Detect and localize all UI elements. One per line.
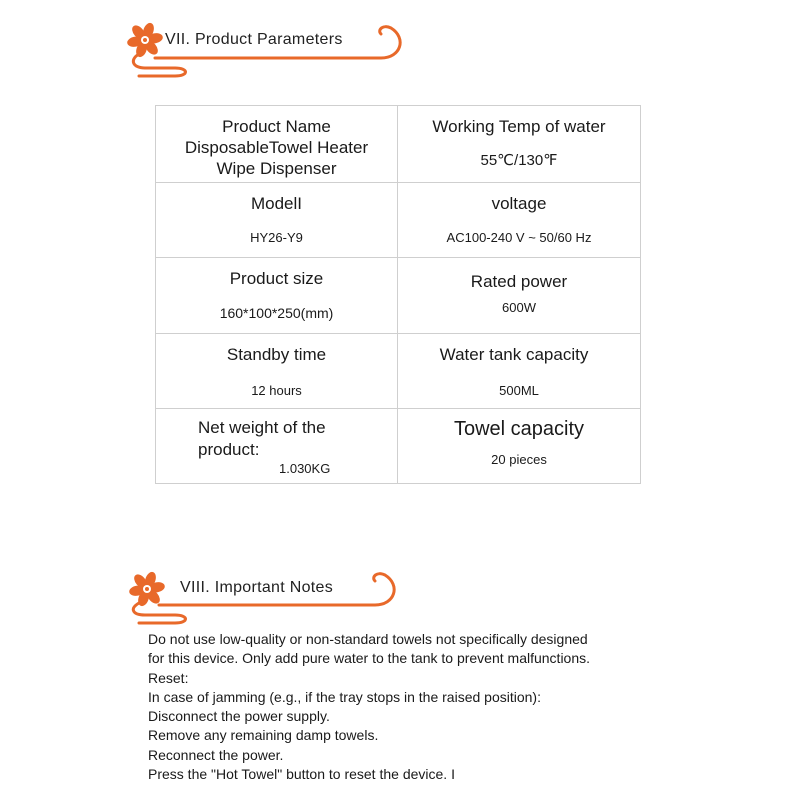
standby-time-value: 12 hours	[251, 383, 302, 398]
flower-logo-icon	[125, 567, 405, 637]
table-row	[156, 409, 641, 484]
water-tank-label: Water tank capacity	[439, 345, 589, 364]
table-cell	[156, 409, 398, 484]
rated-power-value: 600W	[502, 300, 536, 315]
table-cell	[398, 258, 641, 334]
table-row	[156, 258, 641, 334]
section-header-product-parameters	[125, 14, 405, 84]
net-weight-value: 1.030KG	[279, 461, 331, 476]
note-line: Disconnect the power supply.	[148, 708, 330, 725]
table-cell	[156, 334, 398, 409]
working-temp-value: 55℃/130℉	[480, 152, 558, 169]
towel-capacity-value: 20 pieces	[491, 452, 547, 467]
table-row	[156, 183, 641, 258]
important-notes-text	[148, 630, 688, 784]
water-tank-value: 500ML	[499, 383, 539, 398]
voltage-value: AC100-240 V ~ 50/60 Hz	[446, 230, 592, 245]
table-cell	[156, 106, 398, 183]
voltage-label: voltage	[491, 194, 547, 213]
table-row	[156, 106, 641, 183]
note-line: Reconnect the power.	[148, 746, 284, 763]
model-label: ModelI	[250, 194, 303, 213]
note-line: Remove any remaining damp towels.	[148, 727, 379, 744]
product-name-label: Product Name DisposableTowel Heater Wipe Dispenser	[184, 117, 369, 178]
table-cell	[398, 409, 641, 484]
note-line: Reset:	[148, 669, 189, 686]
model-value: HY26-Y9	[250, 230, 303, 245]
note-line: Do not use low-quality or non-standard towels not specifically designed	[148, 631, 588, 647]
table-cell	[156, 258, 398, 334]
product-size-label: Product size	[229, 269, 324, 288]
standby-time-label: Standby time	[226, 345, 327, 364]
section-title: VII. Product Parameters	[165, 31, 343, 48]
product-size-value: 160*100*250(mm)	[219, 305, 334, 321]
rated-power-label: Rated power	[470, 272, 568, 291]
table-cell	[398, 183, 641, 258]
table-cell	[398, 106, 641, 183]
flower-logo-icon	[125, 14, 405, 84]
product-parameters-table	[155, 105, 641, 484]
note-line: for this device. Only add pure water to the tank to prevent malfunctions.	[148, 650, 591, 667]
table-cell	[156, 183, 398, 258]
section-header-important-notes	[125, 567, 405, 637]
table-cell	[398, 334, 641, 409]
note-line: In case of jamming (e.g., if the tray stops in the raised position):	[148, 688, 541, 705]
working-temp-label: Working Temp of water	[432, 117, 606, 136]
net-weight-label: Net weight of the product:	[198, 418, 326, 459]
table-row	[156, 334, 641, 409]
section-title: VIII. Important Notes	[180, 579, 334, 596]
note-line: Press the "Hot Towel" button to reset the device. I	[148, 766, 455, 783]
towel-capacity-label: Towel capacity	[453, 418, 585, 440]
